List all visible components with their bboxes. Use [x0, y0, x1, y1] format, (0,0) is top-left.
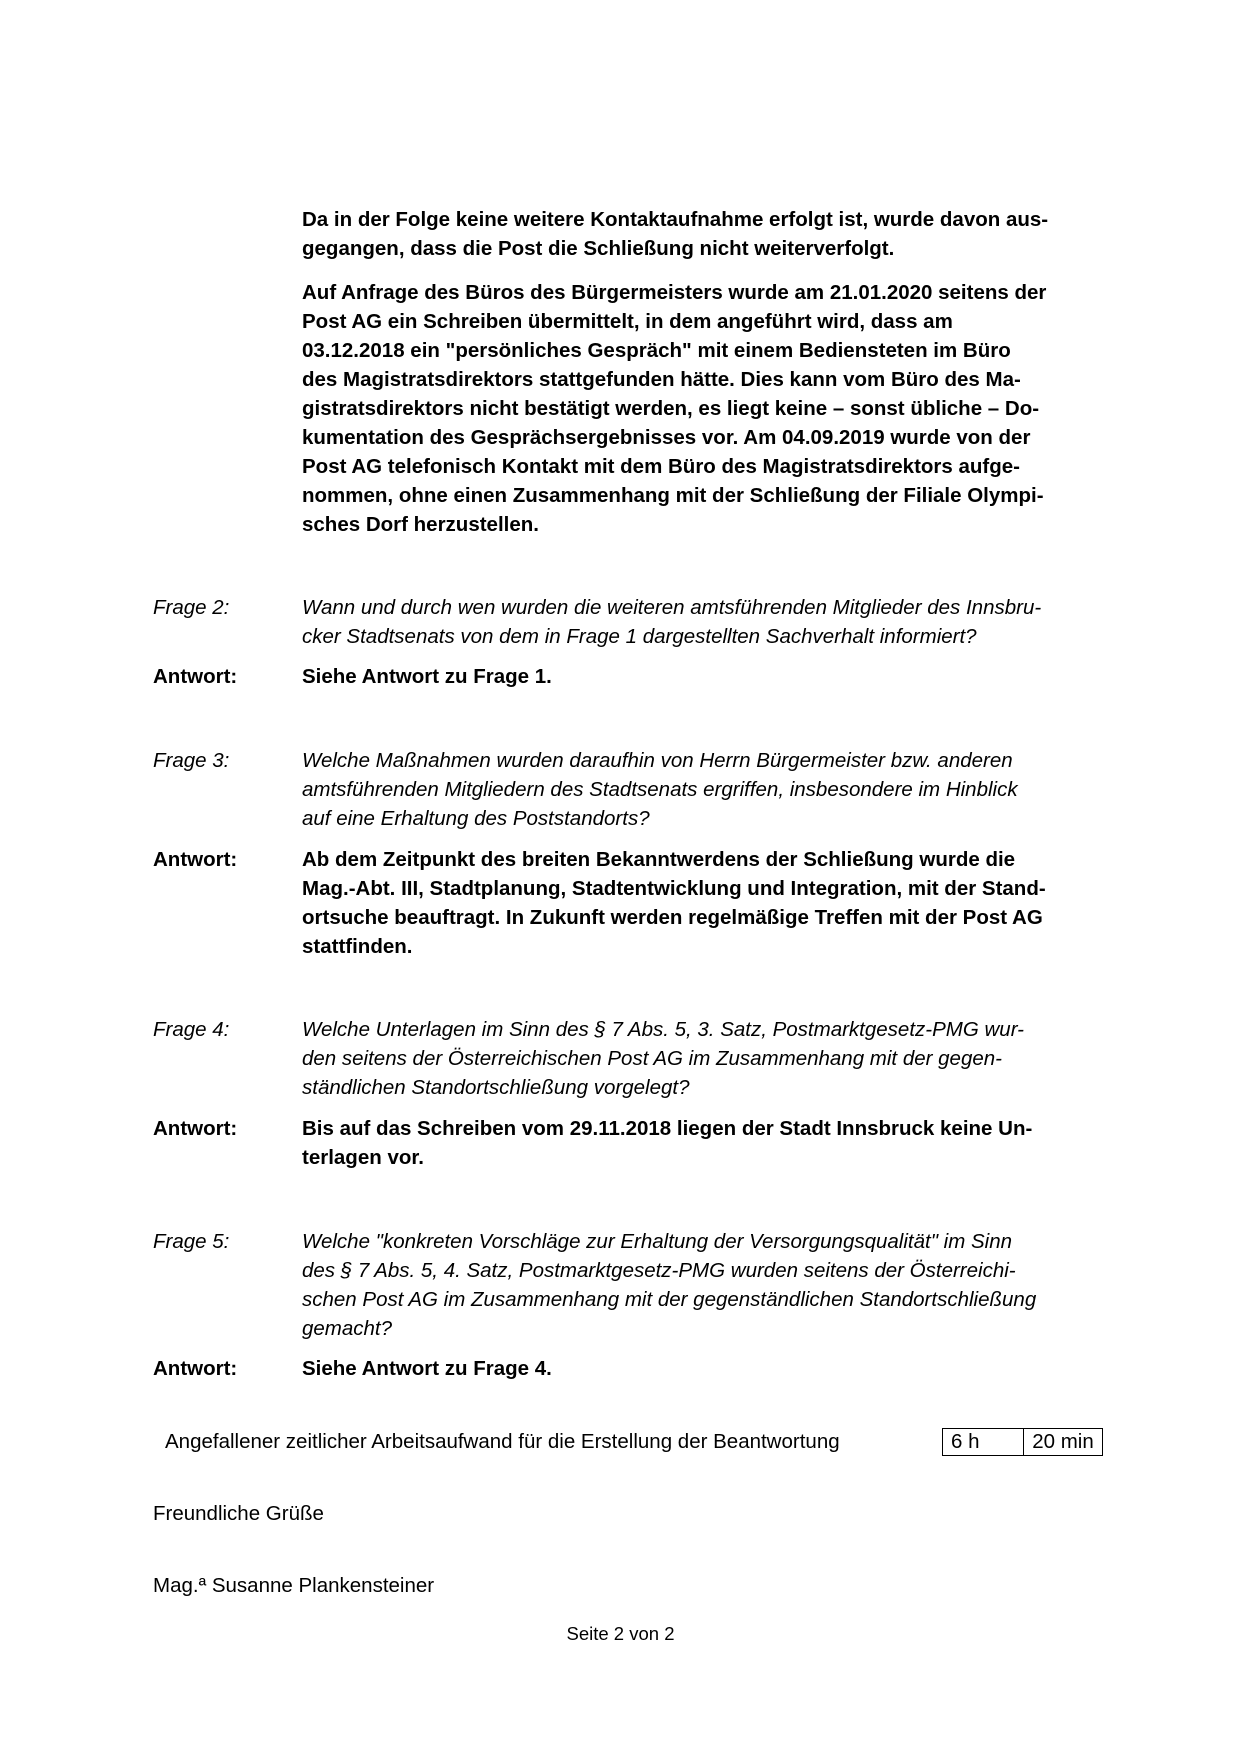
text-line: Mag.-Abt. III, Stadtplanung, Stadtentwicklung und Integration, mit der Stand-: [302, 877, 1046, 900]
greeting: Freundliche Grüße: [153, 1502, 324, 1525]
text-line: gegangen, dass die Post die Schließung nicht weiterverfolgt.: [302, 237, 895, 260]
answer-text: [302, 662, 1140, 691]
text-line: gistratsdirektors nicht bestätigt werden, es liegt keine – sonst übliche – Do-: [302, 397, 1040, 420]
text-line: cker Stadtsenats von dem in Frage 1 dargestellten Sachverhalt informiert?: [302, 625, 977, 648]
signature: Mag.ª Susanne Plankensteiner: [153, 1574, 435, 1597]
page-number: Seite 2 von 2: [566, 1623, 675, 1644]
question-text: [302, 746, 1140, 833]
question-label: Frage 3:: [153, 749, 230, 772]
text-line: Wann und durch wen wurden die weiteren amtsführenden Mitglieder des Innsbru-: [302, 596, 1042, 619]
text-line: Welche "konkreten Vorschläge zur Erhaltung der Versorgungsqualität" im Sinn: [302, 1230, 1013, 1253]
text-line: Bis auf das Schreiben vom 29.11.2018 liegen der Stadt Innsbruck keine Un-: [302, 1117, 1033, 1140]
answer-label: Antwort:: [153, 848, 238, 871]
answer-text: [302, 1114, 1140, 1172]
question-text: [302, 1227, 1140, 1343]
text-line: Auf Anfrage des Büros des Bürgermeisters wurde am 21.01.2020 seitens der: [302, 281, 1047, 304]
text-line: ortsuche beauftragt. In Zukunft werden regelmäßige Treffen mit der Post AG: [302, 906, 1043, 929]
text-line: Welche Maßnahmen wurden daraufhin von Herrn Bürgermeister bzw. anderen: [302, 749, 1013, 772]
answer-text: [302, 845, 1140, 961]
question-text: [302, 1015, 1140, 1102]
intro-paragraph-2: [302, 278, 1140, 539]
text-line: sches Dorf herzustellen.: [302, 513, 539, 536]
answer-text: [302, 1354, 1140, 1383]
text-line: Siehe Antwort zu Frage 4.: [302, 1357, 552, 1380]
answer-label: Antwort:: [153, 665, 238, 688]
effort-minutes: 20 min: [1032, 1430, 1094, 1453]
text-line: ständlichen Standortschließung vorgelegt?: [302, 1076, 690, 1099]
effort-table: [942, 1428, 1103, 1456]
text-line: Ab dem Zeitpunkt des breiten Bekanntwerdens der Schließung wurde die: [302, 848, 1016, 871]
intro-paragraph-1: [302, 205, 1140, 263]
question-label: Frage 5:: [153, 1230, 230, 1253]
text-line: Welche Unterlagen im Sinn des § 7 Abs. 5, 3. Satz, Postmarktgesetz-PMG wur-: [302, 1018, 1024, 1041]
text-line: Da in der Folge keine weitere Kontaktaufnahme erfolgt ist, wurde davon aus-: [302, 208, 1049, 231]
text-line: Siehe Antwort zu Frage 1.: [302, 665, 552, 688]
text-line: amtsführenden Mitgliedern des Stadtsenats ergriffen, insbesondere im Hinblick: [302, 778, 1018, 801]
answer-label: Antwort:: [153, 1357, 238, 1380]
text-line: kumentation des Gesprächsergebnisses vor. Am 04.09.2019 wurde von der: [302, 426, 1031, 449]
text-line: gemacht?: [302, 1317, 393, 1340]
text-line: 03.12.2018 ein "persönliches Gespräch" mit einem Bediensteten im Büro: [302, 339, 1011, 362]
text-line: des Magistratsdirektors stattgefunden hätte. Dies kann vom Büro des Ma-: [302, 368, 1021, 391]
effort-hours: 6 h: [943, 1429, 1024, 1455]
text-line: stattfinden.: [302, 935, 413, 958]
text-line: den seitens der Österreichischen Post AG im Zusammenhang mit der gegen-: [302, 1047, 1002, 1070]
text-line: nommen, ohne einen Zusammenhang mit der Schließung der Filiale Olympi-: [302, 484, 1044, 507]
text-line: Post AG ein Schreiben übermittelt, in dem angeführt wird, dass am: [302, 310, 953, 333]
text-line: schen Post AG im Zusammenhang mit der gegenständlichen Standortschließung: [302, 1288, 1037, 1311]
answer-label: Antwort:: [153, 1117, 238, 1140]
text-line: Post AG telefonisch Kontakt mit dem Büro des Magistratsdirektors aufge-: [302, 455, 1021, 478]
question-label: Frage 4:: [153, 1018, 230, 1041]
effort-label: Angefallener zeitlicher Arbeitsaufwand für die Erstellung der Beantwortung: [165, 1430, 840, 1453]
text-line: des § 7 Abs. 5, 4. Satz, Postmarktgesetz-PMG wurden seitens der Österreichi-: [302, 1259, 1016, 1282]
question-label: Frage 2:: [153, 596, 230, 619]
text-line: auf eine Erhaltung des Poststandorts?: [302, 807, 650, 830]
question-text: [302, 593, 1140, 651]
text-line: terlagen vor.: [302, 1146, 424, 1169]
